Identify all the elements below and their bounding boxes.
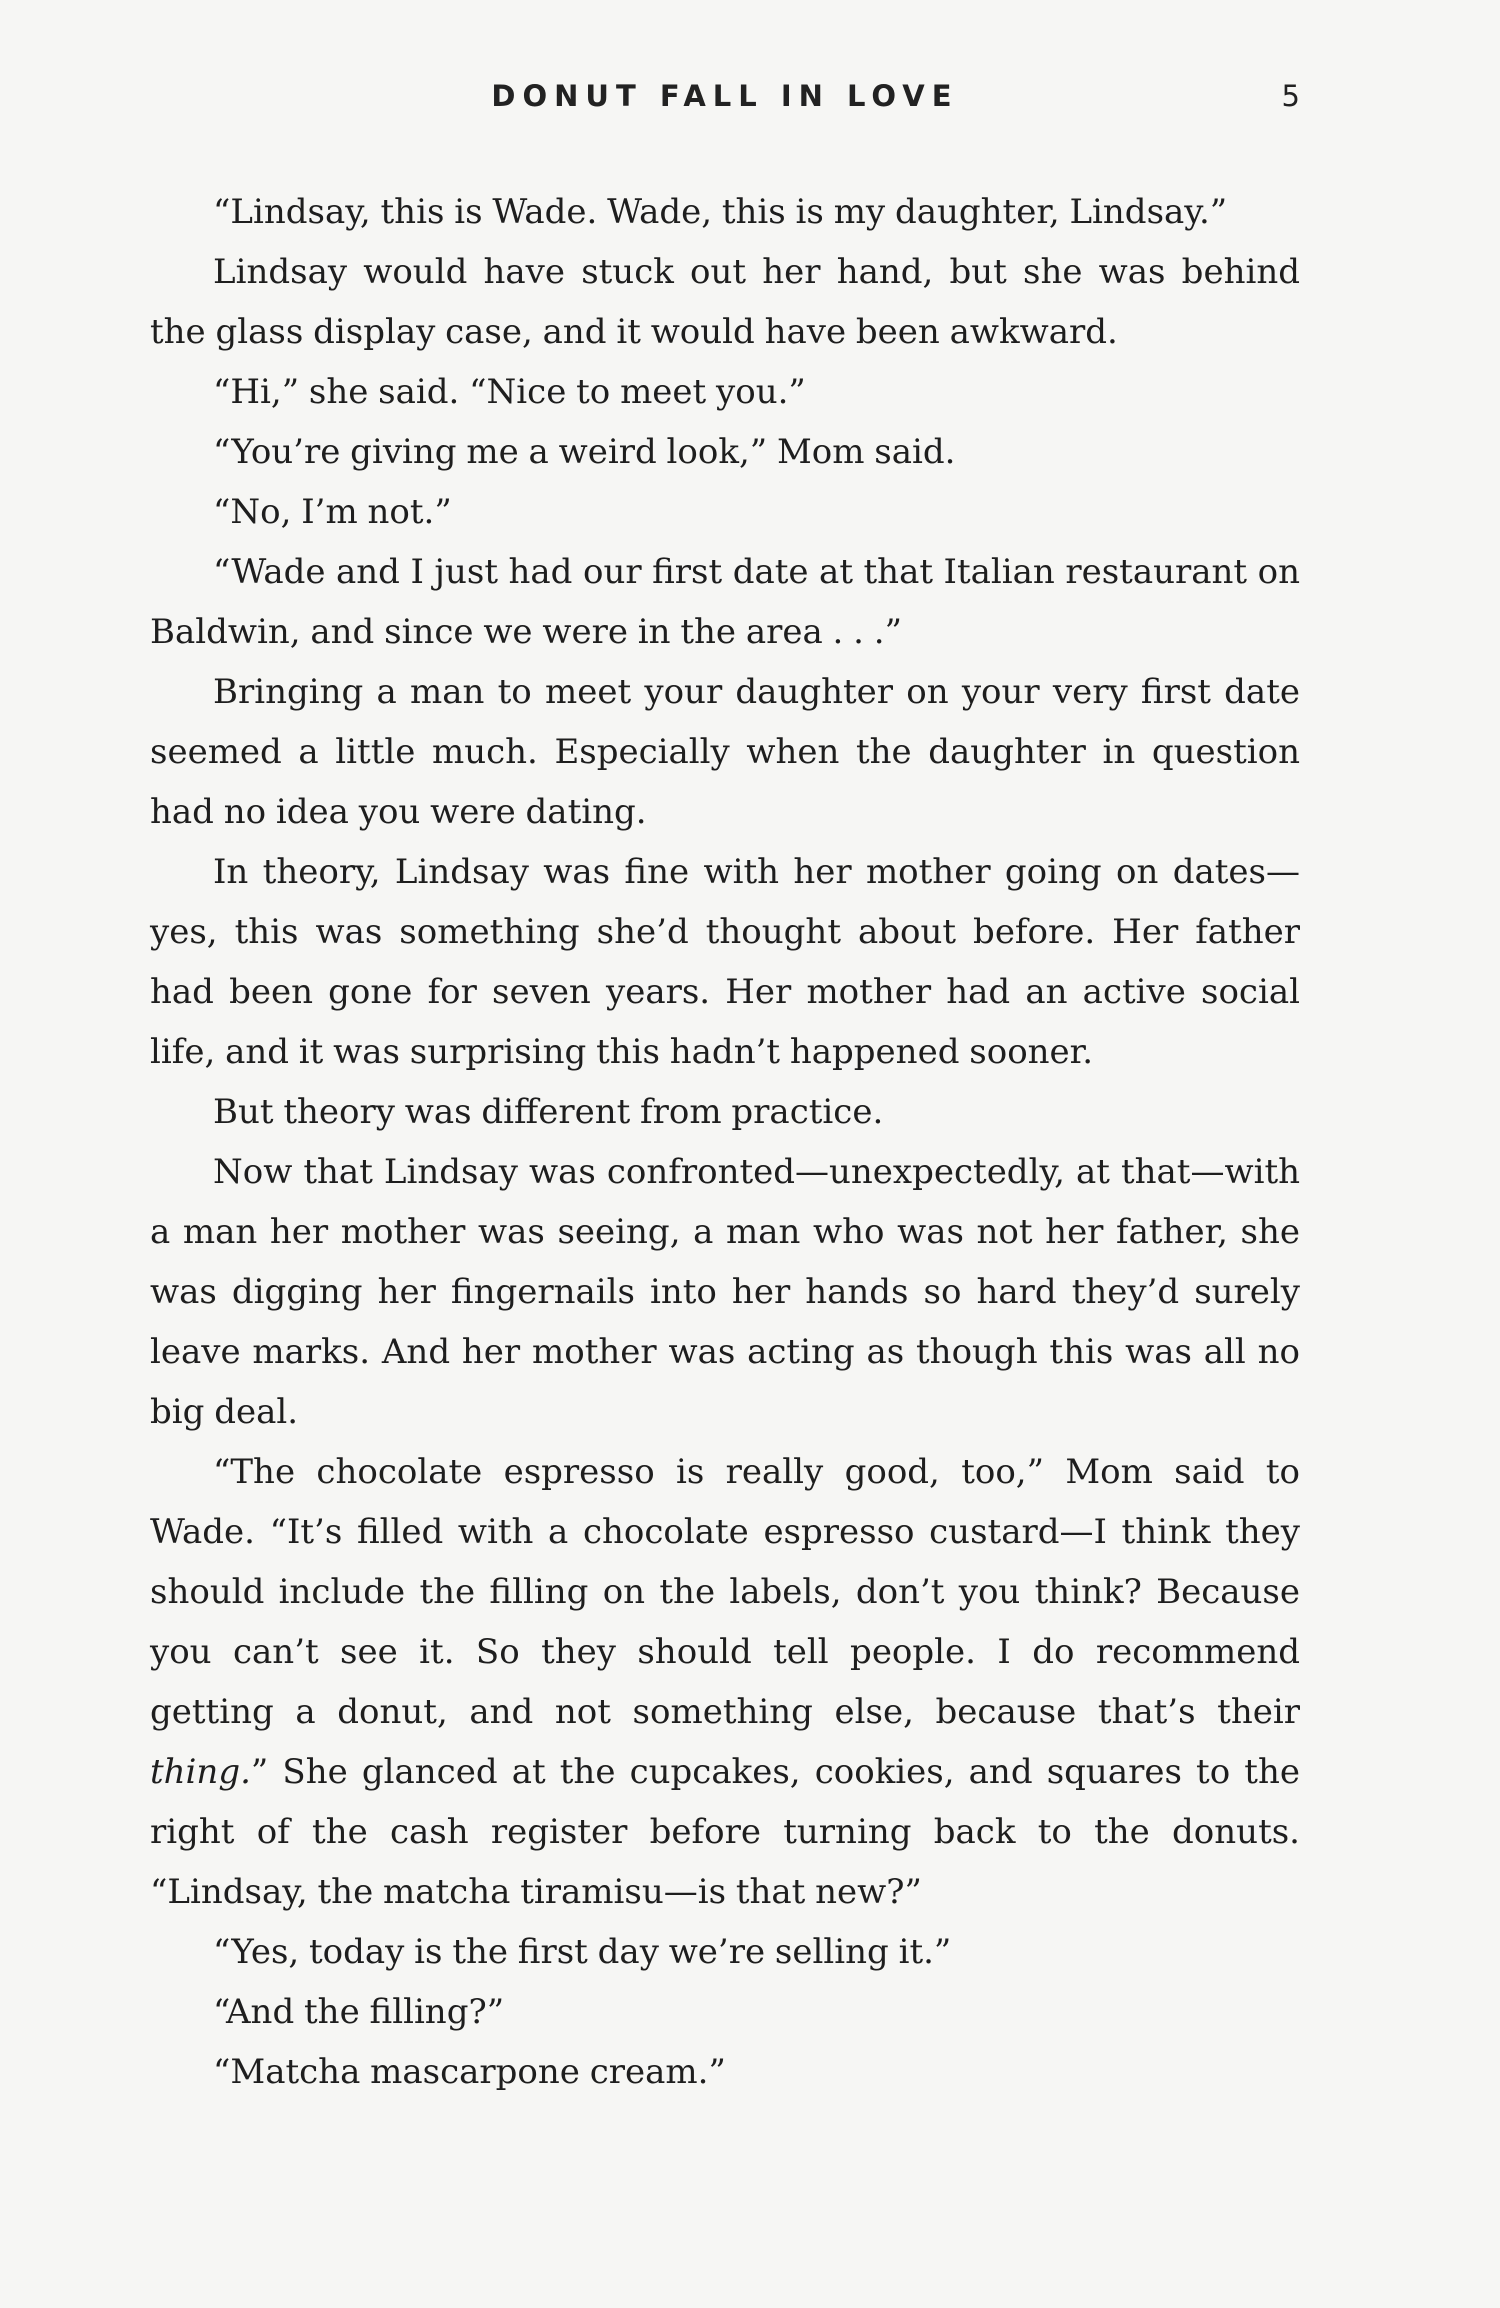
paragraph: Bringing a man to meet your daughter on your very first date seemed a little much. Especially when the daughter in question had no idea you were dating. (150, 672, 1300, 832)
body-text (150, 182, 1300, 2102)
paragraph: “Wade and I just had our first date at that Italian restaurant on Baldwin, and since we were in the area . . .” (150, 552, 1300, 652)
book-title: DONUT FALL IN LOVE (491, 79, 959, 113)
paragraph-text-before: “The chocolate espresso is really good, too,” Mom said to Wade. “It’s filled with a chocolate espresso custard—I think they should include the filling on the labels, don’t you think? Because you can’t see it. So they should tell people. I do recommend getting a donut, and not something else, because that’s their (150, 1452, 1300, 1732)
paragraph: “You’re giving me a weird look,” Mom said. (213, 432, 956, 472)
paragraph: “Lindsay, this is Wade. Wade, this is my daughter, Lindsay.” (213, 192, 1228, 232)
paragraph: Now that Lindsay was confronted—unexpectedly, at that—with a man her mother was seeing, a man who was not her father, she was digging her fingernails into her hands so hard they’d surely leave marks. And her mother was acting as though this was all no big deal. (150, 1152, 1300, 1432)
paragraph: But theory was different from practice. (213, 1092, 884, 1132)
running-head (150, 76, 1300, 116)
page-number: 5 (1281, 79, 1300, 113)
paragraph: “And the filling?” (213, 1992, 505, 2032)
paragraph: “Hi,” she said. “Nice to meet you.” (213, 372, 806, 412)
emphasized-word: thing. (150, 1752, 251, 1792)
paragraph: In theory, Lindsay was fine with her mother going on dates—yes, this was something she’d thought about before. Her father had been gone for seven years. Her mother had an active social life, and it was surprising this hadn’t happened sooner. (150, 852, 1300, 1072)
paragraph: “No, I’m not.” (213, 492, 452, 532)
paragraph-text-after: ” She glanced at the cupcakes, cookies, and squares to the right of the cash register before turning back to the donuts. “Lindsay, the matcha tiramisu—is that new?” (150, 1752, 1300, 1912)
paragraph-with-emphasis (150, 1442, 1300, 1922)
paragraph: “Matcha mascarpone cream.” (213, 2052, 726, 2092)
paragraph: “Yes, today is the first day we’re selling it.” (213, 1932, 952, 1972)
paragraph: Lindsay would have stuck out her hand, but she was behind the glass display case, and it would have been awkward. (150, 252, 1300, 352)
